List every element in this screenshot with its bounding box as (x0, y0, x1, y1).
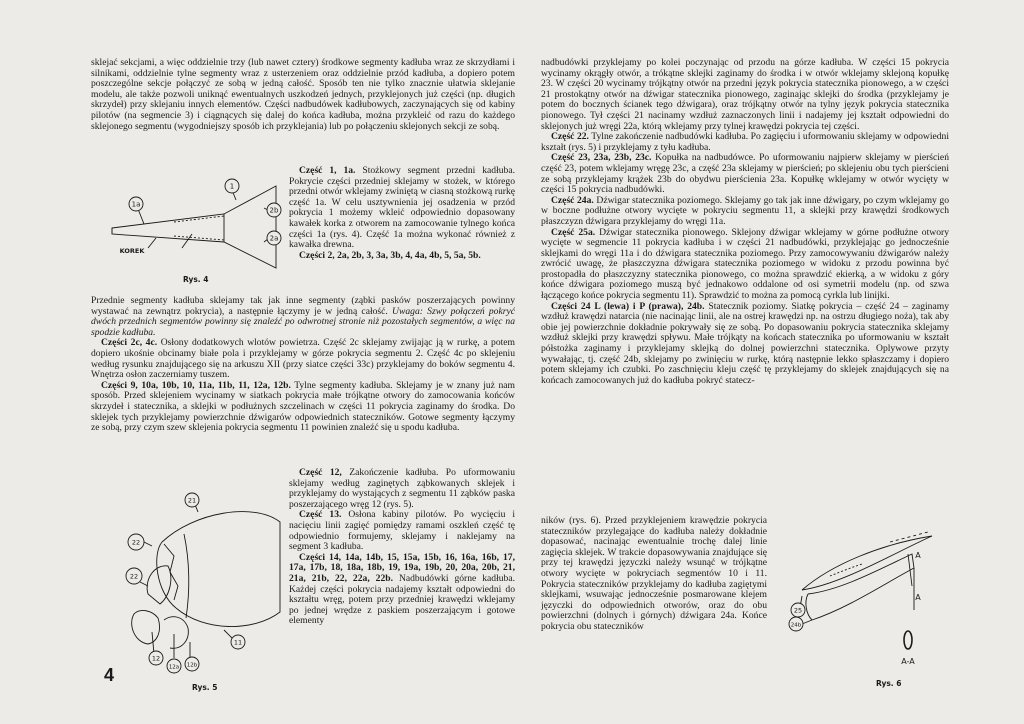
section-caption: A-A (901, 657, 915, 666)
figure-label: 24b (790, 622, 802, 629)
figure-label: A (915, 551, 921, 560)
section-body: ników (rys. 6). Przed przyklejeniem krawędzie pokrycia stateczników przylegające do kadłuba należy dokładnie dopasować, nacinając ewentualnie trochę dalej linie zagięcia sklejek. W trakcie dopasowywania znajdujące się przy tej krawędzi języczki należy wsunąć w trójkątne otwory wycięte w pokryciach segmentów 10 i 11. Pokrycia stateczników przyklejamy do kadłuba zagiętymi sklejkami, wsuwając jednocześnie posmarowane klejem języczki do odpowiednich otworów, oraz do obu powierzchni (dolnych i górnych) dźwigara 24a. Końce pokrycia obu stateczników (541, 516, 767, 632)
right-column-top (541, 58, 949, 516)
section-heading: Część 23, 23a, 23b, 23c. (551, 152, 652, 164)
figure-label: 12b (186, 662, 198, 669)
figure-5-caption: Rys. 5 (192, 683, 218, 692)
korek-label: KOREK (119, 247, 145, 255)
section-heading: Części 2c, 4c. (101, 337, 158, 349)
figure-label: 11 (233, 638, 243, 647)
figure-label: 22 (129, 572, 139, 581)
section-body: Nadbudówki górne kadłuba. Każdej części pokrycia nadajemy kształt odpowiedni do kształtu wręg, potem przy przedniej krawędzi wklejamy po jednej wrędze z paskiem poszerzającym i gotowe elementy (289, 572, 515, 627)
section-body: Dźwigar statecznika pionowego. Sklejony dźwigar wklejamy w górne podłużne otwory wycięte w segmencie 11 pokrycia kadłuba i w części 21 nadbudówki, przyklejając go jednocześnie sklejkami do wręgi 11a i do dźwigara statecznika poziomego. Przy zamocowywaniu dźwigarów należy zwrócić uwagę, że płaszczyzna dźwigara statecznika poziomego w widoku z przodu powinna być prostopadła do płaszczyzny statecznika pionowego, co można sprawdzić ekierką, a w widoku z góry końce dźwigara poziomego muszą być jednakowo oddalone od osi symetrii modelu (np. od szwa łączącego końce pokrycia segmentu 11). Sprawdzić to można za pomocą cyrkla lub linijki. (541, 226, 949, 302)
left-column-mid (91, 296, 515, 468)
figure-4-nose-cone (104, 176, 284, 284)
section-heading: Części 14, 14a, 14b, 15, 15a, 15b, 16, 16a, 16b, 17, 17a, 17b, 18, 18a, 18b, 19, 19a, 19b, 20, 20a, 20b, 21, 21a, 21b, 22, 22a, 22b. (289, 551, 515, 584)
right-column-bottom (541, 516, 767, 692)
figure-label: 22 (131, 538, 141, 547)
section-body: Osłony dodatkowych wlotów powietrza. Część 2c sklejamy zwijając ją w rurkę, a potem dopiero ukośnie obcinamy białe pola i przyklejamy w górze pokrycia segmentu 2. Część 4c po sklejeniu według rysunku znajdującego się na arkuszu XII (przy siatce części 33c) przyklejamy do boków segmentu 4. Wnętrza osłon zaczerniamy tuszem. (91, 337, 515, 381)
figure-4-caption: Rys. 4 (183, 275, 209, 284)
figure-label: 1a (131, 200, 141, 209)
section-heading: Część 25a. (551, 226, 596, 238)
figure-label: 21 (187, 496, 197, 505)
figure-label: 1 (229, 182, 235, 191)
section-body: Tylne zakończenie nadbudówki kadłuba. Po zagięciu i uformowaniu sklejamy w odpowiedni kształt (rys. 5) i przyklejamy z tyłu kadłuba. (541, 131, 949, 153)
section-body: Osłona kabiny pilotów. Po wycięciu i nacięciu linii zagięć pomiędzy ramami oszkleń część tę odpowiednio formujemy, sklejamy i naklejamy na segment 3 kadłuba. (289, 509, 515, 553)
figure-label: 2a (269, 234, 279, 243)
figure-label: 12 (151, 654, 161, 663)
section-heading: Część 1, 1a. (299, 166, 356, 176)
section-view-shape (904, 631, 912, 649)
section-body: Przednie segmenty kadłuba sklejamy tak jak inne segmenty (ząbki pasków poszerzających powinny wystawać na zewnątrz pokrycia), a następnie łączymy je w jedną całość. (91, 296, 515, 317)
figure-label: 2b (269, 206, 279, 215)
figure-label: 25 (793, 606, 803, 615)
left-column-top (91, 58, 515, 166)
note-text: Uwaga: Szwy połączeń pokryć dwóch przednich segmentów powinny się znaleźć po odwrotnej stronie niż pozostałych segmentów, a więc na spodzie kadłuba. (91, 305, 515, 338)
figure-6-caption: Rys. 6 (876, 679, 902, 688)
figure-label: A (915, 593, 921, 602)
section-heading: Część 24a. (551, 194, 594, 206)
intro-paragraph: sklejać sekcjami, a więc oddzielnie trzy (lub nawet cztery) środkowe segmenty kadłuba wraz ze skrzydłami i silnikami, oddzielnie tylne segmenty wraz z usterzeniem oraz oddzielnie przód kadłuba, a dopiero potem poszczególne sekcje połączyć ze sobą w jedną całość. Sposób ten nie tylko znacznie ułatwia sklejanie modelu, ale także pozwoli uniknąć ewentualnych uszkodzeń jednych, przyklejonych już części (np. długich skrzydeł) przy sklejaniu innych elementów. Części nadbudówek kadłubowych, zaczynających się od kabiny pilotów (na segmencie 3) i ciągnących się dalej do końca kadłuba, można przykleić od razu do każdego sklejonego segmentu (wygodniejszy sposób ich przyklejania) lub po połączeniu sklejonych sekcji ze sobą. (91, 58, 515, 132)
left-column-wrap-part1 (289, 166, 515, 296)
section-body: Statecznik poziomy. Siatkę pokrycia – część 24 – zaginamy wzdłuż krawędzi natarcia (nie nacinając linii, ale na ostrej krawędzi np. na ostrzu długiego noża), tak aby obie jej powierzchnie dokładnie pokrywały się ze sobą. Po dopasowaniu pokrycia statecznika sklejamy wzdłuż sklejki przy krawędzi spływu. Małe trójkąty na końcach statecznika po uformowaniu w kształt półstożka zaginamy i przyklejamy sklejką do dolnej powierzchni statecznika. Oplywowe przyty wywałając, tj. część 24b, sklejamy po zwinięciu w rurkę, którą następnie lekko spłaszczamy i dopiero potem sklejamy ich czubki. Po zaschnięciu kleju część tę przyklejamy do sklejek znajdujących się na końcach zamocowanych już do kadłuba pokryć statecz- (541, 300, 949, 386)
section-heading: Części 9, 10a, 10b, 10, 11a, 11b, 11, 12a, 12b. (101, 379, 291, 391)
section-body: Tylne segmenty kadłuba. Sklejamy je w znany już nam sposób. Przed sklejeniem wycinamy w siatkach pokrycia małe trójkątne otwory do zamocowania końców skrzydeł i statecznika, a sklejki w podłużnych szczelinach w części 11 pokrycia zaginamy do środka. Do sklejek tych przyklejamy powierzchnie dźwigarów odpowiednich stateczników. Gotowe segmenty łączymy ze sobą, przy czym szew sklejenia pokrycia segmentu 11 powinien znaleźć się u spodu kadłuba. (91, 379, 515, 434)
page-number: 4 (104, 665, 115, 685)
section-heading: Części 24 L (lewa) i P (prawa), 24b. (551, 300, 705, 312)
continuation-paragraph: nadbudówki przyklejamy po kolei poczynając od przodu na górze kadłuba. W części 15 pokrycia wycinamy okrągły otwór, a trókątne sklejki zaginamy do środka i w otwór wklejamy sklejoną kopułkę 23. W części 20 wycinamy trójkątny otwór na przedni język pokrycia statecznika pionowego, a w części 21 prostokątny otwór na dźwigar statecznika pionowego, zaginając sklejki do środka (przyklejamy je potem do bocznych ścianek tego dźwigara), oraz trójkątny otwór na tylny język pokrycia statecznika pionowego. Tył części 21 nacinamy wzdłuż zaznaczonych linii i nadajemy jej kształt odpowiedni do sklejonych już wręgi 22a, którą wklejamy przy tylnej krawędzi pokrycia tej części. (541, 58, 949, 132)
figure-label: 12a (168, 664, 180, 671)
left-column-wrap-part2 (289, 468, 515, 676)
figure-5-fuselage-tail (104, 482, 284, 682)
section-body: Stożkowy segment przedni kadłuba. Pokrycie części przedniej sklejamy w stożek, w którego przedni otwór wklejamy zwiniętą w ciasną stożkową rurkę część 1a. W celu usztywnienia jej osadzenia w przód pokrycia 1 możemy wkleić odpowiednio dopasowany kawałek korka z otworem na zamocowanie tylnego końca części 1a (rys. 4). Część 1a można wykonać również z kawałka drewna. (289, 166, 515, 251)
section-heading: Część 22. (551, 131, 589, 143)
section-heading: Części 2, 2a, 2b, 3, 3a, 3b, 4, 4a, 4b, 5, 5a, 5b. (299, 249, 481, 261)
section-body: Kopułka na nadbudówce. Po uformowaniu najpierw sklejamy w pierścień część 23, potem wklejamy wręgę 23c, a część 23a sklejamy w pierścień; po sklejeniu obu tych pierścieni ze sobą przyklejamy krążek 23b do obydwu pierścienia 23a. Kopułkę wklejamy w otwór wycięty w części 15 pokrycia nadbudówki. (541, 152, 949, 196)
section-heading: Część 12, (299, 468, 342, 478)
figure-6-stabilizer-fairing (772, 524, 952, 688)
section-heading: Część 13. (299, 509, 342, 521)
section-body: Zakończenie kadłuba. Po uformowaniu sklejamy według zaginętych ząbkowanych sklejek i przyklejamy do wystających z segmentu 11 ząbków paska poszerzającego wręg 12 (rys. 5). (289, 468, 515, 510)
section-body: Dźwigar statecznika poziomego. Sklejamy go tak jak inne dźwigary, po czym wklejamy go w boczne podłużne otwory wycięte w pokryciu segmentu 11, a sklejki przy krawędzi środkowych płaszczyzn dźwigara przyklejamy do wręgi 11a. (541, 194, 949, 227)
